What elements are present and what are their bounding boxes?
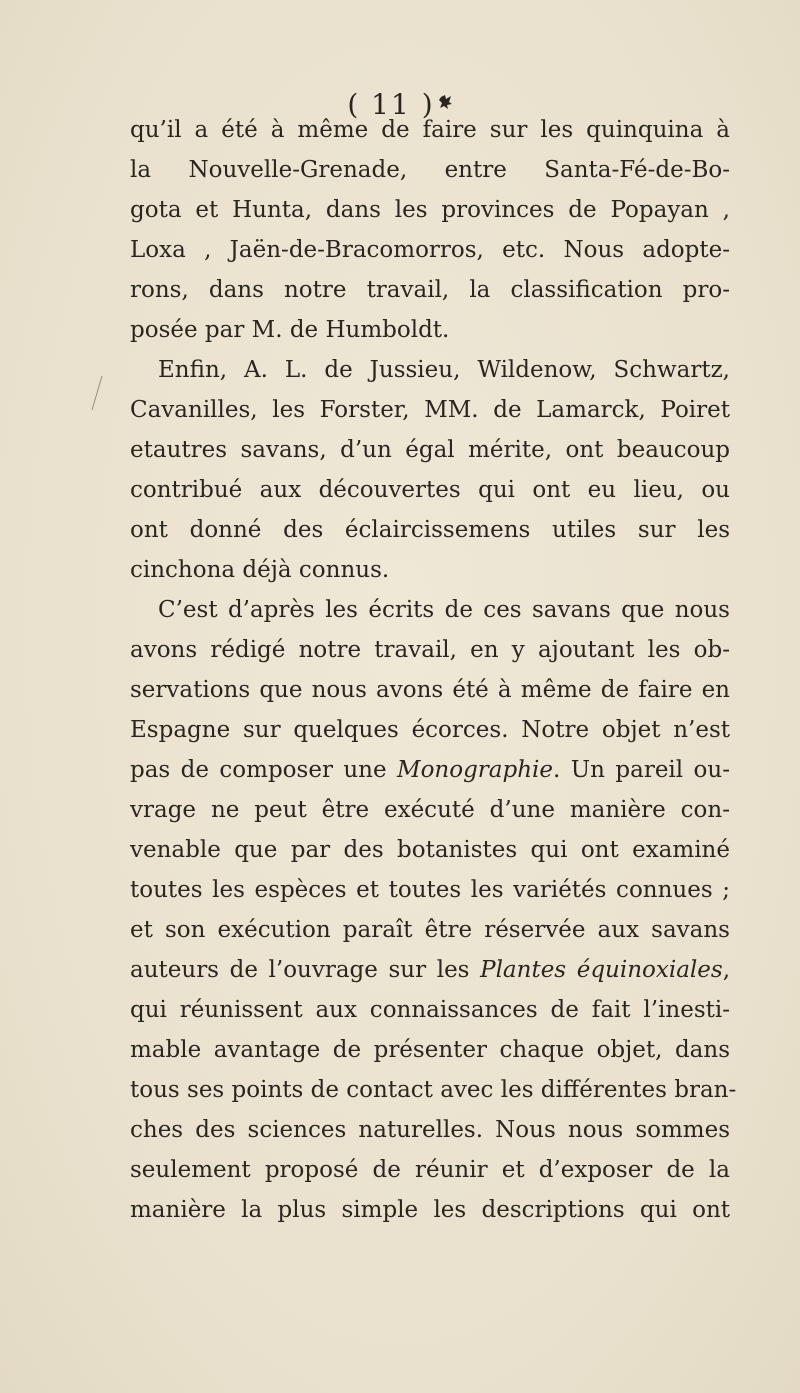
text-line: Enfin, A. L. de Jussieu, Wildenow, Schwartz, [158,357,730,383]
text-line: tous ses points de contact avec les différentes bran- [130,1077,737,1103]
text-line-plantes [130,950,730,990]
paragraph-1 [130,110,730,350]
text-segment: , [722,957,730,983]
text-line: qui réunissent aux connaissances de fait l’inesti- [130,997,730,1023]
margin-pencil-mark [90,374,92,414]
text-line: mable avantage de présenter chaque objet, dans [130,1037,730,1063]
text-line: contribué aux découvertes qui ont eu lieu, ou [130,477,730,503]
text-line: gota et Hunta, dans les provinces de Popayan , [130,197,730,223]
text-line: etautres savans, d’un égal mérite, ont beaucoup [130,437,730,463]
paragraph-2 [130,350,730,590]
body-text [130,110,737,1230]
italic-title-monographie: Monographie [397,757,554,783]
text-line: seulement proposé de réunir et d’exposer de la [130,1157,730,1183]
text-segment: pas de composer une [130,757,398,783]
page-number-text: ( 11 ) [347,88,435,121]
text-line: Espagne sur quelques écorces. Notre objet n’est [130,717,730,743]
text-line: C’est d’après les écrits de ces savans que nous [158,597,730,623]
text-line: la Nouvelle-Grenade, entre Santa-Fé-de-Bo- [130,157,730,183]
text-line: qu’il a été à même de faire sur les quinquina à [130,117,730,143]
text-line: et son exécution paraît être réservée aux savans [130,917,730,943]
ink-blot-icon [439,84,453,100]
text-line: venable que par des botanistes qui ont examiné [130,837,730,863]
text-line-monographie [130,750,730,790]
text-line: toutes les espèces et toutes les variétés connues ; [130,877,730,903]
text-segment: . Un pareil ou- [553,757,730,783]
text-line: manière la plus simple les descriptions qui ont [130,1197,730,1223]
text-line: vrage ne peut être exécuté d’une manière con- [130,797,730,823]
text-line: posée par M. de Humboldt. [130,317,450,343]
paragraph-3 [130,590,737,1230]
text-line: servations que nous avons été à même de faire en [130,677,730,703]
text-line: cinchona déjà connus. [130,557,390,583]
text-line: ont donné des éclaircissemens utiles sur les [130,517,730,543]
italic-title-plantes: Plantes équinoxiales [480,957,723,983]
text-line: Loxa , Jaën-de-Bracomorros, etc. Nous adopte- [130,237,730,263]
text-line: ches des sciences naturelles. Nous nous sommes [130,1117,730,1143]
text-line: avons rédigé notre travail, en y ajoutant les ob- [130,637,730,663]
text-line: Cavanilles, les Forster, MM. de Lamarck, Poiret [130,397,730,423]
text-segment: auteurs de l’ouvrage sur les [130,957,481,983]
text-line: rons, dans notre travail, la classification pro- [130,277,730,303]
